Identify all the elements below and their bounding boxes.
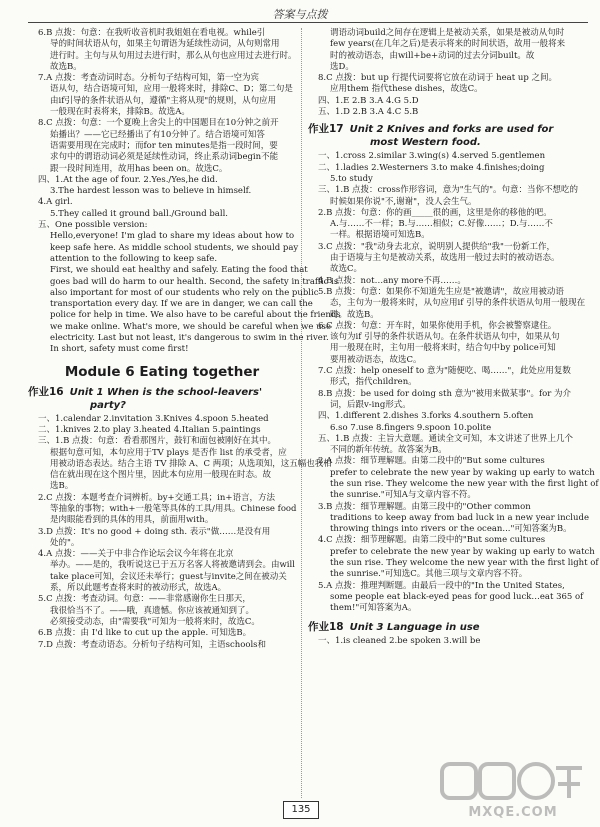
- homework-17-answers: [308, 151, 599, 614]
- answer-line: 一样。根据语境可知选B。: [330, 230, 430, 241]
- answer-line: 6.B 点拨：句意：在我听收音机时我姐姐在看电视。while引: [38, 28, 266, 38]
- answer-line: 4.C 点拨：细节理解题。由第二段中的"But some cultures: [318, 535, 546, 546]
- answer-line: 根据句意可知，本句应用于TV plays 是否作 list 的承受者，应: [50, 447, 287, 458]
- answer-line: 一、1.cross 2.similar 3.wing(s) 4.served 5.gentlemen: [318, 151, 546, 162]
- column-divider: [301, 28, 302, 798]
- answer-line: 3.D 点拨：It's no good + doing sth. 表示"做……是没有用: [38, 526, 271, 537]
- homework-title: Unit 3 Language in use: [349, 621, 480, 633]
- watermark: [438, 760, 588, 820]
- homework-17-heading: [308, 123, 590, 149]
- answer-line: 处的"。: [50, 537, 80, 548]
- answer-line: them!"可知答案为A。: [330, 603, 417, 614]
- answer-line: 四、1.E 2.B 3.A 4.G 5.D: [318, 95, 419, 106]
- module-title: Module 6 Eating together: [64, 363, 260, 380]
- answer-line: prefer to celebrate the new year by waking up early to watch: [330, 467, 595, 478]
- answer-line: 应用them 指代these dishes，故选C。: [330, 84, 483, 95]
- answer-line: 是肉眼能看到的具体的用具，前面用with。: [50, 515, 214, 526]
- answer-line: 必须接受动态，由"需要我"可知为一般将来时，故选C。: [50, 616, 260, 627]
- homework-tag: 作业16: [28, 385, 64, 398]
- page-header-title: 答案与点拨: [272, 8, 328, 21]
- answer-line: 5.They called it ground ball./Ground ball.: [50, 208, 228, 219]
- answer-line: keep safe here. As middle school students, we should pay: [50, 242, 299, 253]
- answer-line: First, we should eat healthy and safely. Eating the food that: [50, 265, 308, 276]
- answer-line: 4.A girl.: [38, 197, 73, 208]
- homework-16-answers-continued: [308, 28, 590, 118]
- answer-line: 语从句，结合语境可知，应用一般将来时，排除C、D；第二句是: [50, 84, 293, 95]
- answer-line: 该句为if 引导的条件状语从句。在条件状语从句中，如果从句: [330, 332, 560, 343]
- answer-line: 故选C。: [330, 264, 363, 275]
- answer-line: 由if引导的条件状语从句，遵循"主将从现"的规则，从句应用: [50, 95, 277, 106]
- answer-line: 不同的新年传统。故答案为B。: [330, 445, 447, 456]
- answer-line: 3.B 点拨：细节理解题。由第三段中的"Other common: [318, 501, 531, 512]
- answer-line: 时的被动语态，由will+be+动词的过去分词built。故: [330, 50, 535, 61]
- answer-line: 一、1.is cleaned 2.be spoken 3.will be: [318, 635, 481, 646]
- answer-line: 四、1.different 2.dishes 3.forks 4.southern 5.often: [318, 411, 534, 422]
- answer-line: also important for most of our students who rely on the public: [50, 287, 319, 298]
- answer-line: 谓语动词build之间存在逻辑上是被动关系，如果是被动从句时: [330, 28, 565, 38]
- answer-line: 信在就出现在这个图片里，因此本句应用一般现在时态。故: [50, 470, 272, 481]
- answer-line: 8.C 点拨：but up 行提代词要将它放在动词于 heat up 之间。: [318, 73, 557, 84]
- header-rule: [28, 22, 588, 23]
- answer-line: 由于语境与主句是被动关系，故选用一般过去时的被动语态。: [330, 253, 560, 264]
- answer-line: goes bad will do harm to our health. Second, the safety in traffic is: [50, 276, 339, 287]
- answer-line: 态，主句为一般将来时，从句应用if 引导的条件状语从句用一般现在: [330, 298, 586, 309]
- answer-line: take place可知，会议还未举行；guest与invite之间在被动关: [50, 571, 287, 582]
- answer-line: In short, safety must come first!: [50, 344, 189, 355]
- answer-line: 语需要用现在完成时；而for ten minutes是指一段时间，要: [50, 140, 278, 151]
- answer-line: 6.so 7.use 8.fingers 9.spoon 10.polite: [330, 422, 492, 433]
- answer-line: the sun rise. They welcome the new year with the first light of: [330, 558, 599, 569]
- homework-tag: 作业18: [308, 620, 344, 633]
- watermark-logo-icon: [438, 760, 588, 806]
- answer-line: 5.C 点拨：考查动词。句意：——非常感谢你生日那天，: [38, 594, 251, 605]
- answer-line: 时候如果你说"不,谢谢"，没人会生气。: [330, 196, 477, 207]
- answer-line: 6.B 点拨：由 I'd like to cut up the apple. 可知选B。: [38, 628, 252, 639]
- homework-16-heading: [28, 386, 296, 412]
- answer-line: police for help in time. We also have to be careful about the friends: [50, 310, 341, 321]
- homework-title-line1: Unit 1 When is the school-leavers': [69, 386, 263, 398]
- answer-line: 二、1.ladies 2.Westerners 3.to make 4.finishes;doing: [318, 162, 545, 173]
- answer-line: 8.C 点拨：句意：一个夏晚上舍尖上的中国题目在10分钟之前开: [38, 118, 279, 129]
- answer-line: 5.A 点拨：推理判断题。由最后一段中的"In the United States,: [318, 580, 565, 591]
- answer-line: 故选B。: [50, 61, 82, 72]
- answer-line: few years(在几年之后)是表示将来的时间状语，故用一般将来: [330, 39, 566, 50]
- answer-line: 用一般现在时，主句用一般将来时，结合句中by police可知: [330, 343, 556, 354]
- answer-line: 五、1.D 2.B 3.A 4.C 5.B: [318, 107, 419, 118]
- answer-line: 系，所以此题考查将来时的被动形式，故选A。: [50, 583, 227, 594]
- homework-title-line2: most Western food.: [370, 137, 481, 149]
- answer-line: 一、1.calendar 2.invitation 3.Knives 4.spoon 5.heated: [38, 413, 269, 424]
- answer-line: 等抽象的事物；with+一般笔等具体的工具/用具。Chinese food: [50, 503, 297, 514]
- answer-line: 选B。: [50, 481, 74, 492]
- answer-line: we make online. What's more, we should be careful when we use: [50, 321, 331, 332]
- answer-line: the sun rise. They welcome the new year with the first light of: [330, 478, 599, 489]
- answer-line: 词，后跟v-ing形式。: [330, 399, 411, 410]
- answer-line: 举办。——是的，我听说这已于五万名客人将被邀请到会。由will: [50, 560, 295, 571]
- homework-title-line1: Unit 2 Knives and forks are used for: [349, 124, 554, 136]
- answer-line: 7.A 点拨：考查动词时态。分析句子结构可知，第一空为宾: [38, 73, 259, 84]
- watermark-text: MXQE.COM: [468, 805, 558, 820]
- answer-line: Hello,everyone! I'm glad to share my ideas about how to: [50, 231, 295, 242]
- answer-line: 3.C 点拨："我"动身去北京，说明别人提供给"我"一份新工作，: [318, 241, 555, 252]
- right-column: [308, 28, 599, 647]
- answer-line: the sunrise."可知选C。其他三项与文章内容不符。: [330, 569, 528, 580]
- answer-line: 4.A 点拨：——关于中非合作论坛会议今年将在北京: [38, 549, 234, 560]
- answer-line: 8.B 点拨：be used for doing sth 意为"被用来做某事"。for 为介: [318, 388, 571, 399]
- page-number: 135: [283, 801, 319, 819]
- answer-line: 五、1.B 点拨：主旨大意题。通读全文可知，本文讲述了世界上几个: [318, 433, 574, 444]
- answer-line: prefer to celebrate the new year by waking up early to watch: [330, 546, 595, 557]
- answer-line: 5.to study: [330, 173, 373, 184]
- answer-line: 求句中的谓语动词必须是延续性动词，终止系动词begin不能: [50, 152, 279, 163]
- answer-line: 选D。: [330, 61, 354, 72]
- answer-line: some people eat black-eyed peas for good luck…eat 365 of: [330, 591, 584, 602]
- answer-line: 我很恰当不了。——哦，真遗憾。你应该被通知到了。: [50, 605, 255, 616]
- homework-tag: 作业17: [308, 123, 344, 136]
- answer-line: 一般现在时表将来，排除B。故选A。: [50, 107, 190, 118]
- homework-title-line2: party?: [90, 399, 126, 411]
- answer-line: 导的时间状语从句，如果主句谓语为延续性动词，从句则常用: [50, 39, 280, 50]
- answer-line: 7.C 点拨：help oneself to 意为"随便吃、喝……"，此处应用复数: [318, 366, 571, 377]
- answer-line: 五、One possible version:: [38, 220, 148, 231]
- answer-line: 2.B 点拨：句意：你的画_____很的画，这里是你的移他的吧。: [318, 207, 552, 218]
- answer-line: 要用被动语态，故选C。: [330, 354, 422, 365]
- answer-line: 2.A 点拨：细节理解题。由第二段中的"But some cultures: [318, 456, 545, 467]
- answer-line: 二、1.knives 2.to play 3.heated 4.Italian 5.paintings: [38, 424, 261, 435]
- answer-line: electricity. Last but not least, it's dangerous to swim in the river.: [50, 333, 329, 344]
- homework-18-heading: [308, 621, 590, 634]
- answer-line: 时。故选B。: [330, 309, 379, 320]
- answer-line: 三、1.B 点拨：句意：看看那图片，鼓钉和面包被刚好在其中。: [38, 436, 277, 447]
- answer-line: 6.C 点拨：句意：开车时，如果你使用手机，你会被警察逮住。: [318, 320, 557, 331]
- answer-line: 4.B 点拨：not…any more不再……。: [318, 275, 466, 286]
- answer-line: the sunrise."可知A与文章内容不符。: [330, 490, 476, 501]
- answer-line: 形式，指代children。: [330, 377, 417, 388]
- answer-line: 2.C 点拨：本题考查介词辨析。by+交通工具；in+语言，方法: [38, 492, 275, 503]
- answer-line: 用被动语态表达。结合主语 TV 排除 A、C 两项；从选项知，这五幅也我相: [50, 458, 332, 469]
- answer-line: 3.The hardest lesson was to believe in himself.: [50, 186, 252, 197]
- answer-line: 三、1.B 点拨：cross作形容词，意为"生气的"。句意：当你不想吃的: [318, 185, 579, 196]
- answer-line: 跟一段时间连用，故用has been on。故选C。: [50, 163, 228, 174]
- answer-line: 5.B 点拨：句意：如果你不知道先生应是"被邀请"，故应用被动语: [318, 286, 564, 297]
- answer-line: traditions to keep away from bad luck in a new year include: [330, 512, 589, 523]
- homework-18-answers: [308, 636, 590, 647]
- answer-line: transportation every day. If we are in danger, we can call the: [50, 299, 313, 310]
- answer-line: 进行时。主句与从句用过去进行时，那么从句也应用过去进行时。: [50, 50, 297, 61]
- answer-line: A.与……不一样；B.与……相似；C.好像……；D.与……不: [330, 219, 553, 230]
- answer-line: throwing things into rivers or the ocean..."可知答案为B。: [330, 524, 572, 535]
- answer-line: 始播出？——它已经播出了有10分钟了。结合语境可知答: [50, 129, 265, 140]
- answer-line: attention to the following to keep safe.: [50, 253, 218, 264]
- answer-line: 四、1.At the age of four. 2.Yes./Yes,he did.: [38, 174, 218, 185]
- answer-line: 7.D 点拨：考查动语态。分析句子结构可知，主语schools和: [38, 639, 267, 650]
